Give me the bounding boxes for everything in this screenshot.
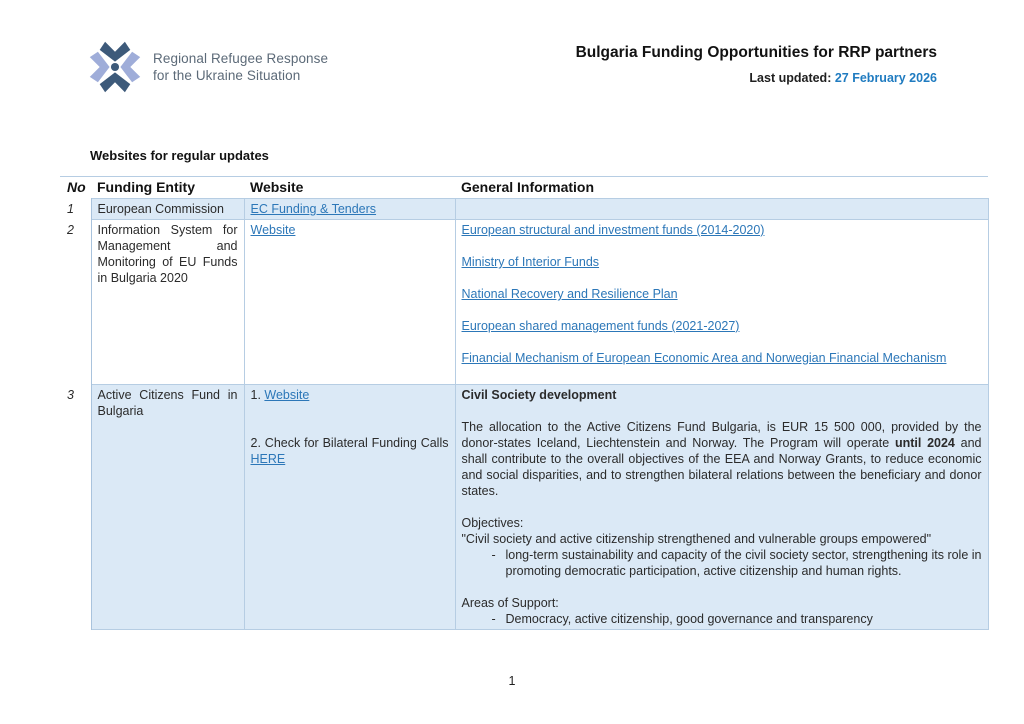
spacer [462,499,982,515]
website-item-1-prefix: 1. [250,388,265,402]
bilateral-calls-here-link[interactable]: HERE [250,452,286,466]
spacer [251,403,449,435]
info-link-row [462,350,982,366]
ec-funding-tenders-link[interactable]: EC Funding & Tenders [250,202,377,216]
rrr-cross-icon [86,40,144,94]
logo-text-line2: for the Ukraine Situation [153,68,301,83]
row-number: 2 [60,220,91,385]
info-paragraph-part1: The allocation to the Active Citizens Fund Bulgaria, is EUR 15 500 000, provided by the donor-states Iceland, Liechtenstein and Norway. The Program will operate [461,420,982,450]
info-link-row [462,254,982,270]
table-row [60,385,988,630]
table-row [60,199,988,220]
areas-bullet-item [462,611,982,627]
ministry-interior-funds-link[interactable]: Ministry of Interior Funds [461,255,600,269]
areas-bullet-text: Democracy, active citizenship, good governance and transparency [505,612,873,626]
document-title: Bulgaria Funding Opportunities for RRP partners [575,44,937,61]
objectives-bullet-item [462,547,982,579]
funding-entity-cell: European Commission [91,199,244,220]
last-updated [576,71,937,85]
shared-management-funds-link[interactable]: European shared management funds (2021-2027) [461,319,740,333]
objectives-quote: "Civil society and active citizenship strengthened and vulnerable groups empowered" [461,532,932,546]
acf-website-link[interactable]: Website [264,388,310,402]
general-info-cell [455,385,988,630]
website-cell [244,220,455,385]
logo-text [153,50,328,84]
page-number: 1 [508,674,516,688]
funding-entity-cell: Active Citizens Fund in Bulgaria [91,385,244,630]
general-info-cell [455,220,988,385]
website-item-2 [251,435,449,467]
column-header-no: No [67,179,86,195]
info-paragraph [462,419,982,499]
objectives-label: Objectives: [461,516,524,530]
ismm-website-link[interactable]: Website [250,223,296,237]
info-link-row [462,222,982,238]
national-recovery-plan-link[interactable]: National Recovery and Resilience Plan [461,287,678,301]
info-paragraph-part2: and shall contribute to the overall objectives of the EEA and Norway Grants, to reduce economic and social disparities, and to strengthen bilateral relations between the beneficiary and donor states. [461,436,982,498]
website-cell [244,385,455,630]
row-number: 1 [60,199,91,220]
website-item-2-prefix: 2. Check for Bilateral Funding Calls [250,436,449,450]
objectives-bullet-text: long-term sustainability and capacity of the civil society sector, strengthening its role in promoting democratic participation, active citizenship and human rights. [505,548,982,578]
header-block [576,44,937,85]
spacer [462,403,982,419]
column-header-funding-entity: Funding Entity [97,179,195,195]
info-paragraph-bold: until 2024 [894,436,955,450]
info-link-row [462,286,982,302]
row-number: 3 [60,385,91,630]
general-info-cell [455,199,988,220]
website-item-1 [251,387,449,403]
column-header-general-information: General Information [461,179,595,195]
table-header-row [60,177,988,199]
funding-entity-cell: Information System for Management and Monitoring of EU Funds in Bulgaria 2020 [91,220,244,385]
logo-text-line1: Regional Refugee Response [153,51,329,66]
info-link-row [462,318,982,334]
eea-norwegian-mechanism-link[interactable]: Financial Mechanism of European Economic Area and Norwegian Financial Mechanism [461,351,947,365]
table-row [60,220,988,385]
funding-table [60,176,989,630]
column-header-website: Website [250,179,304,195]
spacer [462,579,982,595]
last-updated-label: Last updated: [749,71,832,85]
website-cell [244,199,455,220]
section-heading: Websites for regular updates [90,148,269,163]
esif-2014-2020-link[interactable]: European structural and investment funds (2014-2020) [461,223,765,237]
org-logo [86,40,328,94]
info-title: Civil Society development [461,388,617,402]
last-updated-date: 27 February 2026 [834,71,937,85]
bullet-dash: - [491,548,496,562]
bullet-dash: - [491,612,496,626]
areas-of-support-label: Areas of Support: [461,596,559,610]
